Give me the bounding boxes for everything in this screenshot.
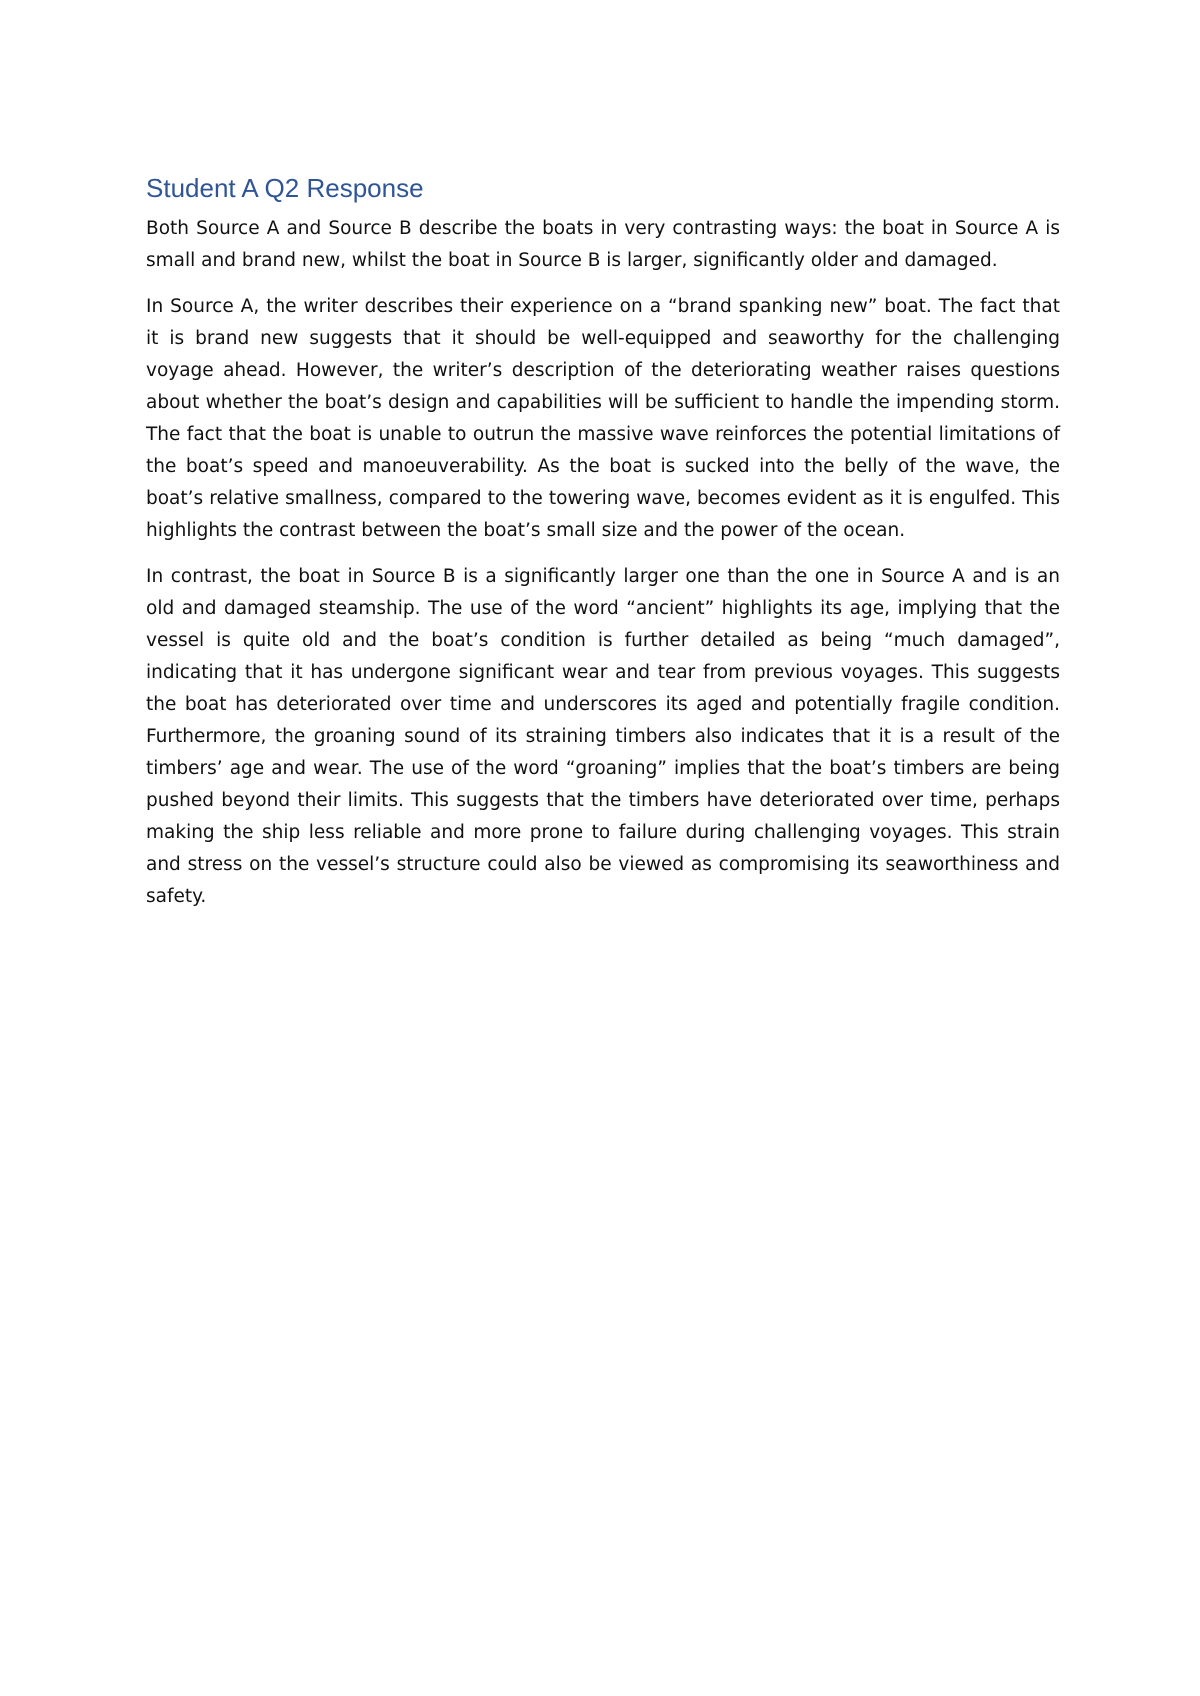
paragraph-source-b: In contrast, the boat in Source B is a significantly larger one than the one in Source A and is an old and damaged steamship. The use of the word “ancient” highlights its age, implying that the vessel is quite old and the boat’s condition is further detailed as being “much damaged”, indicating that it has undergone significant wear and tear from previous voyages. This suggests the boat has deteriorated over time and underscores its aged and potentially fragile condition. Furthermore, the groaning sound of its straining timbers also indicates that it is a result of the timbers’ age and wear. The use of the word “groaning” implies that the boat’s timbers are being pushed beyond their limits. This suggests that the timbers have deteriorated over time, perhaps making the ship less reliable and more prone to failure during challenging voyages. This strain and stress on the vessel’s structure could also be viewed as compromising its seaworthiness and safety. [146,565,1060,907]
document-body [146,172,1060,927]
paragraph-intro: Both Source A and Source B describe the boats in very contrasting ways: the boat in Source A is small and brand new, whilst the boat in Source B is larger, significantly older and damaged. [146,217,1060,271]
paragraph-source-a: In Source A, the writer describes their experience on a “brand spanking new” boat. The fact that it is brand new suggests that it should be well-equipped and seaworthy for the challenging voyage ahead. However, the writer’s description of the deteriorating weather raises questions about whether the boat’s design and capabilities will be sufficient to handle the impending storm. The fact that the boat is unable to outrun the massive wave reinforces the potential limitations of the boat’s speed and manoeuverability. As the boat is sucked into the belly of the wave, the boat’s relative smallness, compared to the towering wave, becomes evident as it is engulfed. This highlights the contrast between the boat’s small size and the power of the ocean. [146,295,1060,541]
document-heading: Student A Q2 Response [146,173,424,203]
